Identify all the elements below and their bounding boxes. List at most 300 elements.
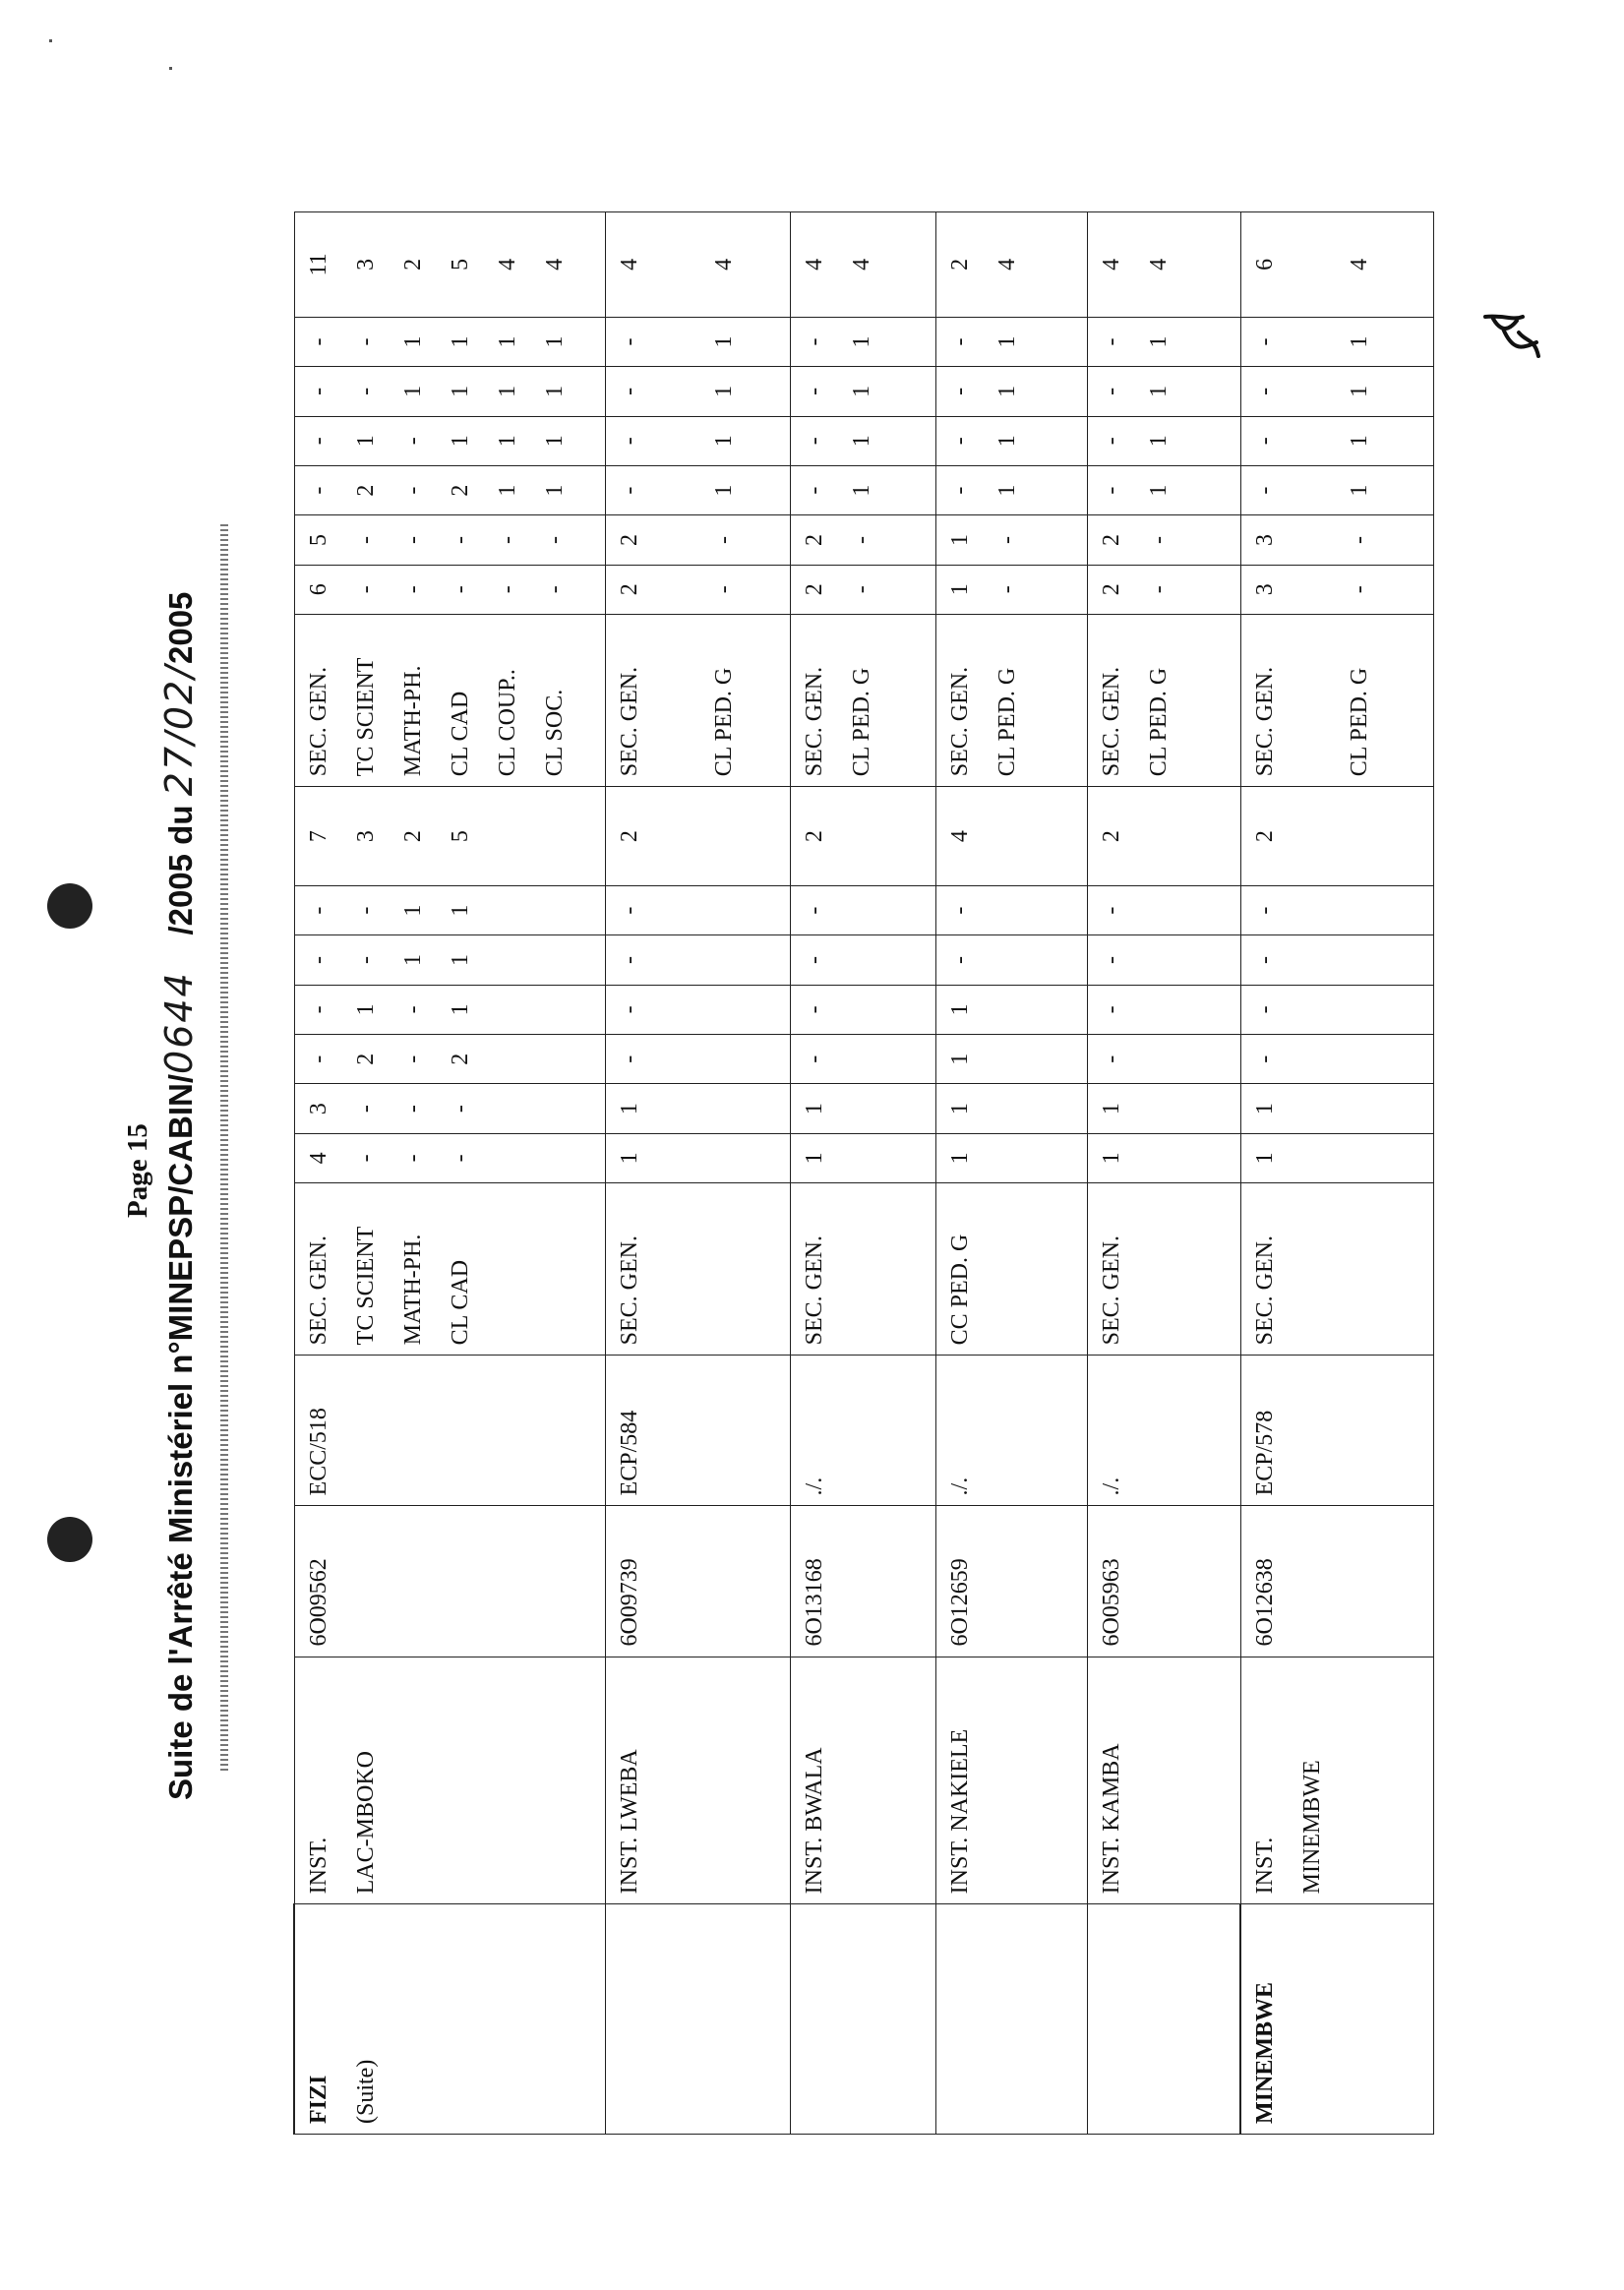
cell-text: CL SOC. <box>541 689 568 777</box>
cell-b-c4 <box>1240 416 1433 465</box>
cell-text: 1 <box>1098 1152 1124 1165</box>
cell-b-c4 <box>1087 416 1240 465</box>
cell-text: - <box>352 955 379 964</box>
cell-text: 1 <box>946 533 973 546</box>
cell-text: 1 <box>1145 335 1172 348</box>
cell-text: CL COUP.. <box>494 669 520 777</box>
cell-text: 1 <box>399 385 426 397</box>
cell-text: - <box>399 1105 426 1114</box>
cell-text: 2 <box>946 258 973 271</box>
cell-a-total <box>935 787 1087 886</box>
cell-text: MINEMBWE <box>1298 1760 1325 1895</box>
cell-text: 1 <box>848 335 874 348</box>
cell-a-c3 <box>1087 1035 1240 1084</box>
cell-text: - <box>616 955 642 964</box>
cell-text: INST. BWALA <box>801 1747 827 1895</box>
cell-text: - <box>305 1055 331 1063</box>
cell-text: 1 <box>710 385 737 397</box>
cell-b-c5 <box>790 367 935 416</box>
cell-a-c3 <box>935 1035 1087 1084</box>
cell-b-c5 <box>1240 367 1433 416</box>
cell-text: CL CAD <box>447 691 473 777</box>
cell-text: 1 <box>447 335 473 348</box>
allocation-table-container <box>293 211 1432 2135</box>
cell-text: 6O12659 <box>946 1558 973 1647</box>
cell-ecole <box>935 1356 1087 1506</box>
cell-text: 6 <box>305 583 331 596</box>
cell-text: 4 <box>1346 258 1372 271</box>
cell-text: INST. NAKIELE <box>946 1728 973 1895</box>
cell-text: 1 <box>1346 385 1372 397</box>
cell-text: - <box>801 906 827 915</box>
cell-text <box>1289 417 1336 465</box>
cell-a-c6 <box>1087 885 1240 934</box>
cell-a-c2 <box>790 1084 935 1133</box>
cell-text: 1 <box>993 484 1020 497</box>
cell-ecole <box>1240 1356 1433 1506</box>
cell-text <box>653 466 700 514</box>
cell-ecole <box>1087 1356 1240 1506</box>
cell-text: - <box>305 387 331 395</box>
cell-text <box>1289 212 1336 317</box>
cell-text <box>653 417 700 465</box>
cell-text: - <box>1251 1005 1278 1014</box>
cell-text: 2 <box>1098 533 1124 546</box>
cell-a-c4 <box>790 985 935 1034</box>
cell-text: 1 <box>710 335 737 348</box>
cell-text: MINEMBWE <box>1252 1982 1278 2124</box>
handwritten-initials <box>1483 313 1542 362</box>
cell-a-c5 <box>790 935 935 985</box>
cell-text: CL CAD <box>447 1259 473 1346</box>
cell-text: ./. <box>1098 1476 1124 1496</box>
cell-text: - <box>1098 1055 1124 1063</box>
cell-text: CL PED. G <box>993 667 1020 777</box>
cell-text: - <box>946 486 973 495</box>
cell-b-c2 <box>294 515 605 565</box>
cell-text: MATH-PH. <box>399 665 426 777</box>
cell-text: - <box>616 906 642 915</box>
table-row <box>294 212 605 2135</box>
cell-text: - <box>305 486 331 495</box>
cell-text: 2 <box>447 1053 473 1065</box>
cell-text: 1 <box>447 385 473 397</box>
cell-text: 4 <box>710 258 737 271</box>
cell-text: 6O12638 <box>1251 1558 1278 1647</box>
cell-text: 1 <box>1145 484 1172 497</box>
cell-text: 1 <box>399 335 426 348</box>
cell-a-c1 <box>1087 1133 1240 1182</box>
cell-b-c3 <box>1087 465 1240 514</box>
cell-text: 1 <box>946 1103 973 1115</box>
cell-text: 1 <box>1346 335 1372 348</box>
header-underline-rule <box>220 521 228 1771</box>
cell-text: - <box>1346 535 1372 544</box>
cell-a-c2 <box>294 1084 605 1133</box>
cell-text: 1 <box>352 435 379 448</box>
cell-code <box>294 1506 605 1657</box>
cell-b-c1 <box>1240 565 1433 614</box>
cell-b-c2 <box>935 515 1087 565</box>
cell-text: 1 <box>1145 385 1172 397</box>
cell-text: 1 <box>801 1103 827 1115</box>
cell-sections-a <box>1087 1183 1240 1356</box>
cell-territory <box>294 1904 605 2135</box>
cell-school <box>790 1657 935 1904</box>
cell-sections-b <box>605 614 790 786</box>
cell-text: - <box>1098 387 1124 395</box>
cell-text: 1 <box>447 953 473 966</box>
cell-text: - <box>993 535 1020 544</box>
cell-text: - <box>541 535 568 544</box>
cell-text: - <box>1098 486 1124 495</box>
cell-text: 3 <box>1251 533 1278 546</box>
cell-text: - <box>946 906 973 915</box>
cell-school <box>294 1657 605 1904</box>
cell-school <box>1240 1657 1433 1904</box>
cell-text: 2 <box>399 830 426 843</box>
cell-text: (Suite) <box>353 2059 379 2124</box>
cell-a-c1 <box>790 1133 935 1182</box>
cell-text: 1 <box>710 484 737 497</box>
cell-text: SEC. GEN. <box>616 666 642 777</box>
cell-text: 1 <box>494 335 520 348</box>
cell-text <box>653 367 700 415</box>
cell-text: - <box>447 585 473 594</box>
cell-text: 2 <box>1098 830 1124 843</box>
cell-text: 4 <box>494 258 520 271</box>
cell-text <box>1289 566 1336 614</box>
cell-a-c4 <box>1087 985 1240 1034</box>
cell-b-total <box>605 212 790 318</box>
cell-text: 1 <box>993 435 1020 448</box>
cell-text: 1 <box>801 1152 827 1165</box>
table-row <box>605 212 790 2135</box>
cell-text: SEC. GEN. <box>305 666 331 777</box>
cell-text: 1 <box>946 1003 973 1016</box>
cell-a-c3 <box>294 1035 605 1084</box>
cell-text: - <box>710 585 737 594</box>
cell-text: - <box>946 337 973 346</box>
cell-a-total <box>790 787 935 886</box>
cell-text: 1 <box>494 435 520 448</box>
cell-text: - <box>1251 437 1278 446</box>
cell-b-c6 <box>1087 317 1240 366</box>
cell-b-c6 <box>790 317 935 366</box>
cell-text: INST. <box>305 1837 331 1895</box>
cell-text: 1 <box>1346 484 1372 497</box>
cell-school <box>935 1657 1087 1904</box>
cell-a-c4 <box>935 985 1087 1034</box>
cell-a-c2 <box>605 1084 790 1133</box>
cell-text: - <box>616 437 642 446</box>
cell-ecole <box>790 1356 935 1506</box>
cell-a-c4 <box>294 985 605 1034</box>
cell-b-c3 <box>294 465 605 514</box>
cell-text: 1 <box>494 484 520 497</box>
cell-code <box>605 1506 790 1657</box>
cell-text: 6O09562 <box>305 1558 331 1647</box>
cell-text: 3 <box>352 830 379 843</box>
cell-sections-a <box>790 1183 935 1356</box>
cell-text: - <box>305 337 331 346</box>
cell-text: - <box>801 1005 827 1014</box>
cell-text <box>1289 515 1336 564</box>
cell-text: 1 <box>541 435 568 448</box>
cell-a-c5 <box>935 935 1087 985</box>
cell-text: - <box>946 387 973 395</box>
cell-text: TC SCIENT <box>352 657 379 777</box>
table-body <box>294 212 1433 2135</box>
handwritten-date: 27/02/ <box>157 664 201 797</box>
scan-speck <box>169 67 172 70</box>
cell-b-c5 <box>935 367 1087 416</box>
cell-text: CL PED. G <box>1346 667 1372 777</box>
cell-b-c2 <box>605 515 790 565</box>
cell-text: - <box>993 585 1020 594</box>
cell-text: - <box>1251 906 1278 915</box>
cell-b-c1 <box>790 565 935 614</box>
cell-b-c2 <box>1240 515 1433 565</box>
cell-text: CL PED. G <box>1145 667 1172 777</box>
cell-text <box>653 615 700 786</box>
cell-text: - <box>447 535 473 544</box>
cell-b-total <box>1240 212 1433 318</box>
cell-text: 6O13168 <box>801 1558 827 1647</box>
cell-b-total <box>294 212 605 318</box>
cell-text: 2 <box>801 583 827 596</box>
cell-text: INST. KAMBA <box>1098 1743 1124 1895</box>
cell-a-c6 <box>790 885 935 934</box>
cell-text: - <box>848 585 874 594</box>
cell-a-c2 <box>935 1084 1087 1133</box>
cell-text: 4 <box>1145 258 1172 271</box>
cell-b-c4 <box>790 416 935 465</box>
cell-ecole <box>294 1356 605 1506</box>
cell-b-c6 <box>294 317 605 366</box>
cell-text: SEC. GEN. <box>616 1235 642 1346</box>
cell-a-c6 <box>935 885 1087 934</box>
cell-b-c3 <box>1240 465 1433 514</box>
cell-text: - <box>1251 1055 1278 1063</box>
cell-text: - <box>399 535 426 544</box>
cell-a-c5 <box>294 935 605 985</box>
cell-text: - <box>616 1005 642 1014</box>
cell-text: - <box>305 906 331 915</box>
cell-school <box>1087 1657 1240 1904</box>
cell-text: - <box>1145 535 1172 544</box>
cell-text: ECP/578 <box>1251 1410 1278 1496</box>
cell-sections-a <box>605 1183 790 1356</box>
cell-text: - <box>616 486 642 495</box>
cell-b-c1 <box>605 565 790 614</box>
cell-text: - <box>801 955 827 964</box>
cell-territory <box>1240 1904 1433 2135</box>
cell-b-c3 <box>790 465 935 514</box>
cell-text: 1 <box>541 484 568 497</box>
cell-text: 4 <box>946 830 973 843</box>
cell-code <box>790 1506 935 1657</box>
table-row <box>790 212 935 2135</box>
cell-text: 1 <box>946 1053 973 1065</box>
cell-b-c4 <box>935 416 1087 465</box>
cell-text: - <box>352 585 379 594</box>
cell-text: 1 <box>848 385 874 397</box>
cell-text: - <box>1098 955 1124 964</box>
cell-text: - <box>1251 486 1278 495</box>
cell-text: - <box>352 535 379 544</box>
cell-text: 1 <box>447 904 473 917</box>
cell-text <box>653 212 700 317</box>
cell-a-c3 <box>790 1035 935 1084</box>
cell-text: - <box>352 1154 379 1163</box>
cell-text: 2 <box>801 533 827 546</box>
title-prefix: Suite de l'Arrêté Ministériel n°MINEPSP/CABIN/ <box>162 1073 199 1800</box>
cell-text: SEC. GEN. <box>946 666 973 777</box>
cell-text: - <box>1098 1005 1124 1014</box>
handwritten-decree-number: 0644 <box>157 971 201 1074</box>
cell-text: - <box>352 1105 379 1114</box>
cell-text: - <box>494 535 520 544</box>
cell-text: 1 <box>447 1003 473 1016</box>
cell-text: - <box>1145 585 1172 594</box>
cell-text: 11 <box>305 253 331 276</box>
cell-text: 5 <box>447 258 473 271</box>
cell-a-total <box>294 787 605 886</box>
cell-territory <box>1087 1904 1240 2135</box>
cell-text: - <box>399 437 426 446</box>
cell-text: 1 <box>946 1152 973 1165</box>
cell-text: - <box>447 1105 473 1114</box>
cell-sections-a <box>294 1183 605 1356</box>
cell-b-c3 <box>605 465 790 514</box>
cell-territory <box>605 1904 790 2135</box>
cell-text: - <box>447 1154 473 1163</box>
allocation-table <box>293 211 1434 2135</box>
cell-text: MATH-PH. <box>399 1234 426 1346</box>
cell-a-c4 <box>605 985 790 1034</box>
cell-text: SEC. GEN. <box>305 1235 331 1346</box>
cell-code <box>1240 1506 1433 1657</box>
cell-b-c5 <box>1087 367 1240 416</box>
cell-text: 1 <box>399 953 426 966</box>
cell-text: SEC. GEN. <box>801 1235 827 1346</box>
cell-text: - <box>352 906 379 915</box>
cell-text: - <box>1251 955 1278 964</box>
cell-b-total <box>790 212 935 318</box>
cell-text: - <box>801 337 827 346</box>
cell-text: 3 <box>305 1103 331 1115</box>
cell-a-c1 <box>605 1133 790 1182</box>
cell-sections-b <box>790 614 935 786</box>
cell-text: INST. <box>1251 1837 1278 1895</box>
cell-text: 2 <box>616 533 642 546</box>
cell-text: - <box>352 337 379 346</box>
cell-text: 1 <box>541 385 568 397</box>
document-title <box>157 592 201 1800</box>
cell-a-c2 <box>1240 1084 1433 1133</box>
cell-a-c6 <box>605 885 790 934</box>
cell-text: CC PED. G <box>946 1234 973 1346</box>
punch-hole <box>47 1517 92 1562</box>
cell-school <box>605 1657 790 1904</box>
cell-text: SEC. GEN. <box>1251 1235 1278 1346</box>
cell-text <box>1289 367 1336 415</box>
cell-text: - <box>801 437 827 446</box>
cell-text: - <box>848 535 874 544</box>
cell-text: 1 <box>1251 1152 1278 1165</box>
punch-hole <box>47 883 92 929</box>
title-suffix: 2005 <box>162 591 199 664</box>
cell-text <box>1289 615 1336 786</box>
cell-text: CL PED. G <box>710 667 737 777</box>
cell-text: ECC/518 <box>305 1408 331 1496</box>
cell-text: 2 <box>447 484 473 497</box>
cell-text: SEC. GEN. <box>1098 1235 1124 1346</box>
cell-a-total <box>1087 787 1240 886</box>
cell-text: 4 <box>993 258 1020 271</box>
cell-text <box>653 318 700 366</box>
cell-text: - <box>494 585 520 594</box>
cell-text: - <box>399 1154 426 1163</box>
cell-a-c1 <box>294 1133 605 1182</box>
cell-text: 4 <box>305 1152 331 1165</box>
cell-text: - <box>801 387 827 395</box>
cell-text: 1 <box>1098 1103 1124 1115</box>
cell-text <box>1289 466 1336 514</box>
cell-b-c5 <box>294 367 605 416</box>
cell-b-c6 <box>935 317 1087 366</box>
cell-text: - <box>1098 906 1124 915</box>
cell-b-c6 <box>605 317 790 366</box>
cell-text: - <box>1098 337 1124 346</box>
cell-text: - <box>541 585 568 594</box>
cell-text: SEC. GEN. <box>1098 666 1124 777</box>
cell-text: 4 <box>848 258 874 271</box>
cell-text: - <box>1098 437 1124 446</box>
cell-text: - <box>399 1055 426 1063</box>
cell-b-c5 <box>605 367 790 416</box>
cell-sections-b <box>294 614 605 786</box>
table-row <box>1087 212 1240 2135</box>
cell-text: 6 <box>1251 258 1278 271</box>
cell-text: - <box>616 387 642 395</box>
cell-text: 1 <box>946 583 973 596</box>
cell-a-c4 <box>1240 985 1433 1034</box>
cell-text: - <box>1251 387 1278 395</box>
cell-text: 2 <box>801 830 827 843</box>
cell-text <box>653 515 700 564</box>
cell-text: SEC. GEN. <box>1251 666 1278 777</box>
cell-text: 2 <box>1251 830 1278 843</box>
cell-text: 1 <box>1346 435 1372 448</box>
cell-text: TC SCIENT <box>352 1226 379 1346</box>
cell-code <box>935 1506 1087 1657</box>
cell-territory <box>935 1904 1087 2135</box>
cell-a-c1 <box>935 1133 1087 1182</box>
cell-text: 2 <box>616 583 642 596</box>
cell-text: ./. <box>801 1476 827 1496</box>
cell-sections-a <box>1240 1183 1433 1356</box>
cell-text: - <box>946 437 973 446</box>
cell-text: SEC. GEN. <box>801 666 827 777</box>
cell-code <box>1087 1506 1240 1657</box>
cell-text: - <box>616 337 642 346</box>
cell-text: 1 <box>399 904 426 917</box>
cell-b-c2 <box>790 515 935 565</box>
cell-text: 1 <box>1145 435 1172 448</box>
cell-text: - <box>305 1005 331 1014</box>
